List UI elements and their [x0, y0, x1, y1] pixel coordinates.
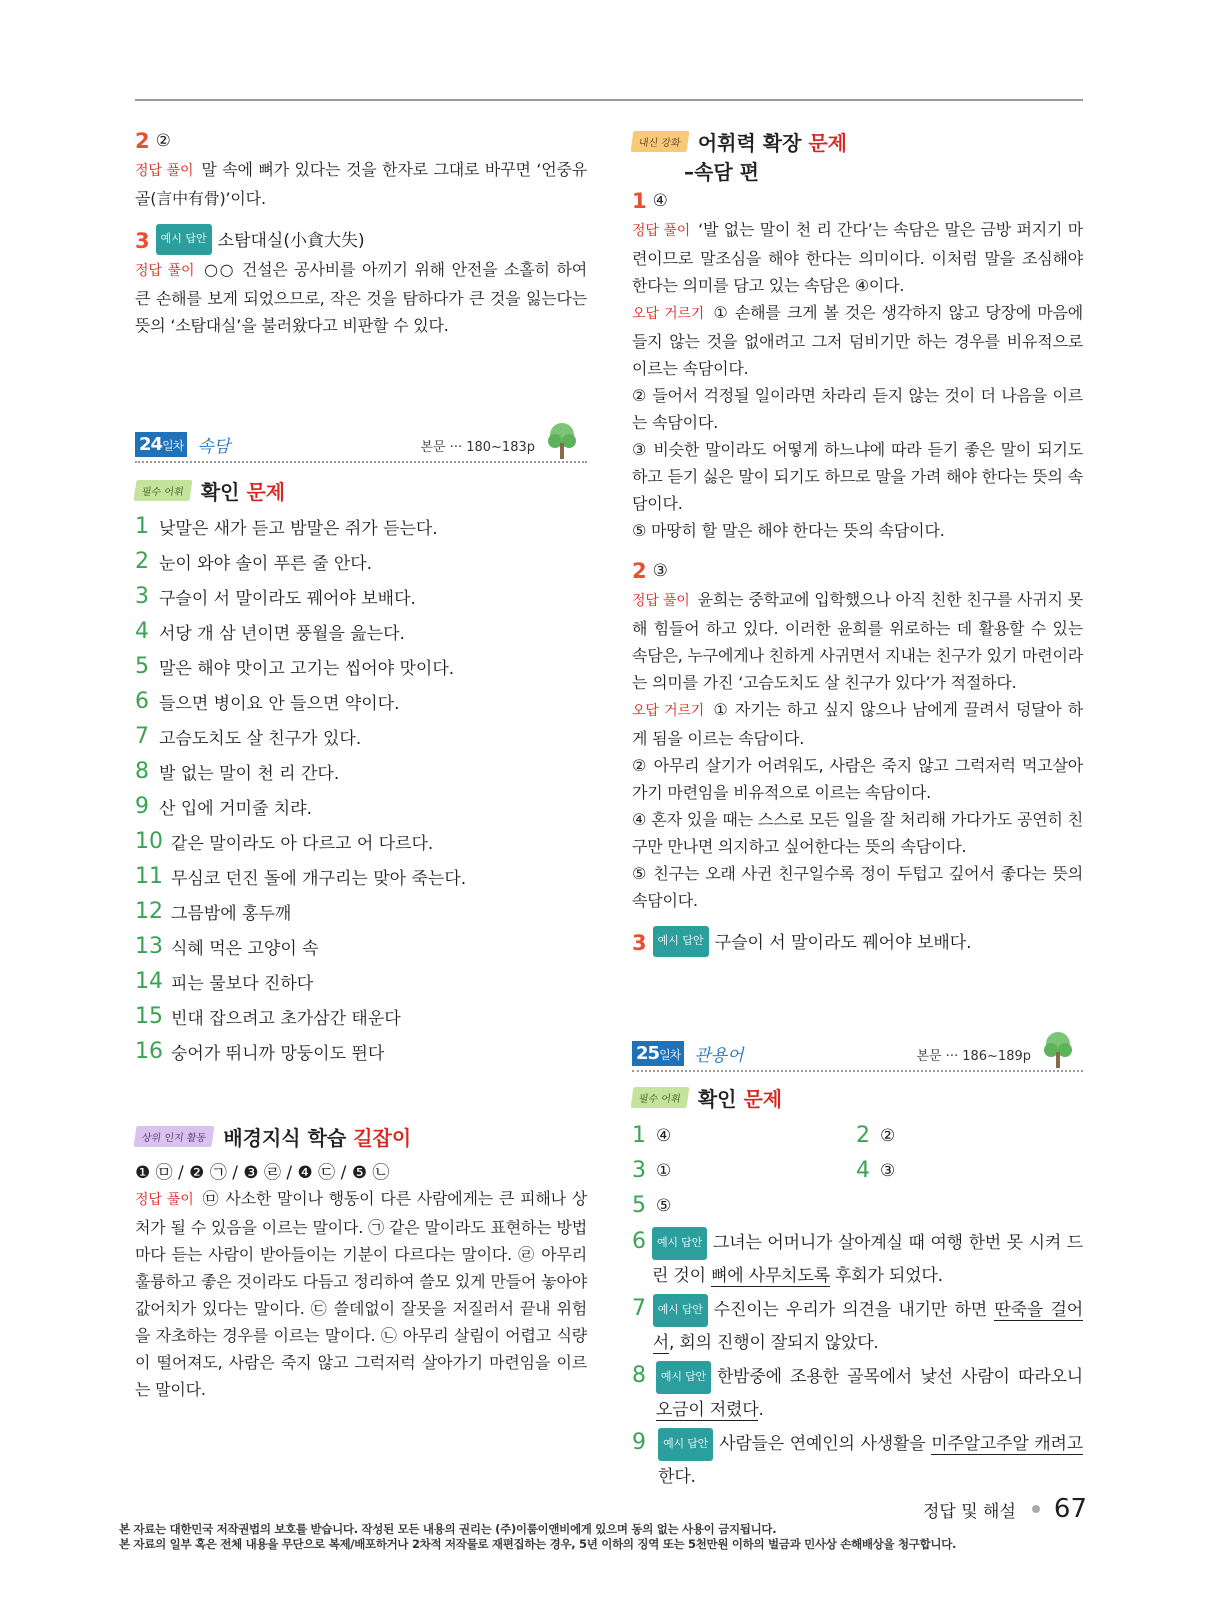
section-tag: 필수 어휘: [631, 1087, 690, 1108]
right-q2-wrong-5: ⑤ 친구는 오래 사귄 친구일수록 정이 두텁고 깊어서 좋다는 뜻의 속담이다.: [632, 864, 1083, 910]
day-25-header: [632, 1030, 1083, 1072]
list-item: [135, 719, 587, 754]
page-reference: 본문 ··· 180~183p: [420, 440, 535, 455]
item-text: 그믐밤에 홍두깨: [171, 904, 292, 924]
example-post: .: [758, 1400, 764, 1420]
item-number: 7: [632, 1296, 646, 1321]
list-item: [135, 789, 587, 824]
page-footer: [923, 1494, 1087, 1524]
question-number: 1: [632, 189, 647, 213]
item-text: 눈이 와야 솔이 푸른 줄 안다.: [159, 554, 373, 574]
list-item: [856, 1118, 1080, 1153]
right-q3-head: [632, 928, 1083, 958]
section-title-text: 어휘력 확장: [697, 130, 809, 155]
item-number: 14: [135, 969, 163, 994]
section-title: [223, 1122, 411, 1151]
confirm-section-head: [632, 1082, 1083, 1112]
item-answer: ⑤: [656, 1195, 672, 1216]
section-subtitle: –속담 편: [684, 160, 759, 184]
item-number: 1: [632, 1123, 646, 1148]
top-rule: [135, 99, 1083, 101]
example-underlined: 딴죽을 걸어서: [652, 1300, 1083, 1353]
section-title-highlight: 문제: [743, 1086, 783, 1111]
copyright-line-2: 본 자료의 일부 혹은 전체 내용을 무단으로 복제/배포하거나 2차적 저작물로 재편집하는 경우, 5년 이하의 징역 또는 5천만원 이하의 벌금과 민사상 손해배상을 청구합니다.: [119, 1537, 957, 1551]
explanation-text: 윤희는 중학교에 입학했으나 아직 친한 친구를 사귀지 못해 힘들어 하고 있다. 이러한 윤희를 위로하는 데 활용할 수 있는 속담은, 누구에게나 친하게 사귀면서 지내는 친구가 있기 마련이라는 의미를 가진 ‘고슴도치도 살 친구가 있다’가 적절하다.: [632, 590, 1084, 692]
day-number: 24: [139, 434, 163, 455]
example-text: [653, 1296, 1083, 1357]
explanation-text: ○○ 건설은 공사비를 아끼기 위해 안전을 소홀히 하여 큰 손해를 보게 되었으므로, 작은 것을 탐하다가 큰 것을 잃는다는 뜻의 ‘소탐대실’을 불러왔다고 비판할 수 있다.: [135, 260, 587, 335]
right-q1-wrong-5: ⑤ 마땅히 할 말은 해야 한다는 뜻의 속담이다.: [632, 521, 945, 540]
answer-label: 정답 풀이: [135, 263, 195, 279]
item-number: 2: [135, 549, 149, 574]
list-item: [135, 894, 587, 929]
example-underlined: 오금이 저렸다: [655, 1400, 759, 1420]
wrong-text: ① 자기는 하고 싶지 않으나 남에게 끌려서 덩달아 하게 됨을 이르는 속담이다.: [632, 700, 1083, 748]
example-answer-badge: 예시 답안: [653, 926, 709, 957]
example-pre: 한밤중에 조용한 골목에서 낯선 사람이 따라오니: [716, 1367, 1083, 1387]
page-number: 67: [1053, 1494, 1087, 1524]
left-q3-explanation: [135, 256, 587, 339]
example-text: [658, 1430, 1083, 1491]
section-title: [201, 476, 285, 505]
list-item: [135, 1034, 587, 1069]
example-item: [632, 1296, 1083, 1357]
section-title: [698, 1083, 782, 1112]
item-number: 8: [632, 1363, 646, 1388]
example-underlined: 미주알고주알 캐려고: [931, 1434, 1084, 1454]
right-q1-wrong-2: ② 들어서 걱정될 일이라면 차라리 듣지 않는 것이 더 나음을 이르는 속담이다.: [632, 386, 1083, 432]
item-text: 산 입에 거미줄 치랴.: [159, 799, 312, 819]
example-post: 후회가 되었다.: [829, 1266, 943, 1286]
example-answer-badge: 예시 답안: [652, 1227, 707, 1260]
question-number: 2: [632, 559, 647, 583]
item-number: 1: [135, 514, 149, 539]
question-number: 2: [135, 129, 150, 153]
answer: ③: [652, 561, 668, 581]
example-answer-badge: 예시 답안: [653, 1294, 708, 1327]
item-number: 12: [135, 899, 163, 924]
section-title-text: 확인: [200, 479, 247, 504]
item-number: 15: [135, 1004, 163, 1029]
tree-icon: [1041, 1030, 1075, 1070]
list-item: [135, 754, 587, 789]
list-item: [135, 509, 587, 544]
item-text: 발 없는 말이 천 리 간다.: [159, 764, 340, 784]
item-answer: ③: [880, 1160, 896, 1181]
example-answer-badge: 예시 답안: [658, 1428, 713, 1461]
item-number: 2: [856, 1123, 870, 1148]
left-q3-head: [135, 226, 587, 256]
section-title: [698, 127, 847, 156]
item-number: 3: [632, 1158, 646, 1183]
list-item: [135, 824, 587, 859]
item-number: 9: [135, 794, 149, 819]
answer-label: 정답 풀이: [135, 163, 194, 179]
item-text: 무심코 던진 돌에 개구리는 맞아 죽는다.: [171, 869, 467, 889]
list-item: [135, 544, 587, 579]
item-number: 6: [135, 689, 149, 714]
item-text: 구슬이 서 말이라도 꿰어야 보배다.: [159, 589, 416, 609]
example-text: [652, 1229, 1083, 1290]
right-q2-wrong-2: ② 아무리 살기가 어려워도, 사람은 죽지 않고 그럭저럭 먹고살아가기 마련임을 비유적으로 이르는 속담이다.: [632, 756, 1083, 802]
answer: ②: [155, 131, 171, 151]
right-column: [632, 126, 1083, 1491]
explanation-text: ㉤ 사소한 말이나 행동이 다른 사람에게는 큰 피해나 상처가 될 수 있음을 이르는 말이다. ㉠ 같은 말이라도 표현하는 방법마다 듣는 사람이 받아들이는 기분이 다르다는 말이다. ㉣ 아무리 훌륭하고 좋은 것이라도 다듬고 정리하여 쓸모 있게 만들어 놓아야 값어치가 있다는 말이다. ㉢ 쓸데없이 잘못을 저질러서 끝내 위험을 자초하는 경우를 이르는 말이다. ㉡ 아무리 살림이 어렵고 식량이 떨어져도, 사람은 죽지 않고 그럭저럭 살아가기 마련임을 이르는 말이다.: [135, 1189, 588, 1399]
example-item: [632, 1363, 1083, 1424]
list-item: [632, 1118, 856, 1153]
tree-icon: [545, 421, 579, 461]
day-suffix: 일차: [162, 439, 184, 453]
footer-dot: [1032, 1505, 1040, 1513]
section-tag: 내신 강화: [631, 131, 690, 152]
list-item: [135, 649, 587, 684]
example-pre: 사람들은 연예인의 사생활을: [719, 1434, 932, 1454]
item-answer: ②: [880, 1125, 896, 1146]
footer-section-label: 정답 및 해설: [922, 1501, 1016, 1522]
background-section-head: [135, 1121, 587, 1151]
background-answers: ❶ ㉤ / ❷ ㉠ / ❸ ㉣ / ❹ ㉢ / ❺ ㉡: [135, 1162, 390, 1183]
item-text: 서당 개 삼 년이면 풍월을 읊는다.: [159, 624, 405, 644]
answer-grid: [632, 1118, 1083, 1223]
example-list: [632, 1229, 1083, 1491]
section-title-text: 확인: [697, 1086, 744, 1111]
item-number: 7: [135, 724, 149, 749]
right-q2-wrong-4: ④ 혼자 있을 때는 스스로 모든 일을 잘 처리해 가다가도 공연히 친구만 만나면 의지하고 싶어한다는 뜻의 속담이다.: [632, 810, 1083, 856]
item-number: 9: [632, 1430, 646, 1455]
item-number: 8: [135, 759, 149, 784]
left-column: [135, 126, 587, 1403]
example-answer-badge: 예시 답안: [156, 224, 212, 255]
item-number: 5: [135, 654, 149, 679]
list-item: [856, 1153, 1080, 1188]
day-number-box: [135, 432, 187, 457]
day-number: 25: [636, 1043, 660, 1064]
section-tag: 필수 어휘: [134, 480, 193, 501]
right-q2-head: [632, 556, 1083, 586]
right-q2-explanation: [632, 586, 1083, 696]
answer: ④: [652, 191, 668, 211]
answer: 소탐대실(小貪大失): [217, 231, 365, 251]
section-title-highlight: 문제: [246, 479, 286, 504]
item-number: 4: [135, 619, 149, 644]
confirm-section-head: [135, 475, 587, 505]
item-number: 16: [135, 1039, 163, 1064]
item-text: 말은 해야 맛이고 고기는 씹어야 맛이다.: [159, 659, 455, 679]
example-item: [632, 1430, 1083, 1491]
example-item: [632, 1229, 1083, 1290]
item-text: 피는 물보다 진하다: [171, 974, 314, 994]
list-item: [135, 859, 587, 894]
copyright-line-1: 본 자료는 대한민국 저작권법의 보호를 받습니다. 작성된 모든 내용의 권리는 (주)이룸이앤비에게 있으며 동의 없는 사용이 금지됩니다.: [119, 1522, 777, 1536]
item-number: 3: [135, 584, 149, 609]
item-answer: ④: [656, 1125, 672, 1146]
item-number: 5: [632, 1193, 646, 1218]
example-answer-badge: 예시 답안: [656, 1361, 711, 1394]
section-tag: 상위 인지 활동: [134, 1126, 215, 1147]
answer-label: 정답 풀이: [632, 223, 691, 239]
right-q1-wrong-3: ③ 비슷한 말이라도 어떻게 하느냐에 따라 듣기 좋은 말이 되기도 하고 듣기 싫은 말이 되기도 하므로 말을 가려 해야 한다는 뜻의 속담이다.: [632, 440, 1083, 513]
day-24-header: [135, 421, 587, 463]
question-number: 3: [632, 931, 647, 955]
list-item: [135, 684, 587, 719]
page-reference: 본문 ··· 186~189p: [916, 1049, 1031, 1064]
section-title-highlight: 길잡이: [353, 1125, 412, 1150]
answer-label: 정답 풀이: [135, 1192, 194, 1208]
list-item: [135, 964, 587, 999]
example-post: 한다.: [658, 1467, 696, 1487]
item-answer: ①: [656, 1160, 672, 1181]
list-item: [135, 929, 587, 964]
example-pre: 그녀는 어머니가 살아계실 때 여행 한번 못 시켜 드린 것이: [652, 1233, 1083, 1286]
list-item: [135, 579, 587, 614]
day-topic: 속담: [197, 437, 231, 457]
day-suffix: 일차: [659, 1048, 681, 1062]
answer-label: 정답 풀이: [632, 593, 690, 609]
example-pre: 수진이는 우리가 의견을 내기만 하면: [713, 1300, 995, 1320]
right-q1-head: [632, 186, 1083, 216]
example-post: , 회의 진행이 잘되지 않았다.: [668, 1333, 879, 1353]
section-title-text: 배경지식 학습: [223, 1125, 354, 1150]
item-number: 10: [135, 829, 163, 854]
item-number: 11: [135, 864, 163, 889]
list-item: [135, 614, 587, 649]
day-topic: 관용어: [694, 1046, 744, 1066]
item-number: 13: [135, 934, 163, 959]
item-text: 고슴도치도 살 친구가 있다.: [159, 729, 362, 749]
background-explanation: [135, 1185, 587, 1403]
item-text: 들으면 병이요 안 들으면 약이다.: [159, 694, 400, 714]
list-item: [135, 999, 587, 1034]
item-text: 같은 말이라도 아 다르고 어 다르다.: [171, 834, 434, 854]
left-q2-explanation: [135, 156, 587, 212]
wrong-text: ① 손해를 크게 볼 것은 생각하지 않고 당장에 마음에 들지 않는 것을 없애려고 그저 덤비기만 하는 경우를 비유적으로 이르는 속담이다.: [632, 303, 1083, 378]
left-q2-head: [135, 126, 587, 156]
section-title-highlight: 문제: [808, 130, 847, 155]
item-number: 4: [856, 1158, 870, 1183]
question-number: 3: [135, 229, 150, 253]
wrong-label: 오답 거르기: [632, 306, 705, 322]
example-text: [656, 1363, 1083, 1424]
right-q1-wrong-1: [632, 299, 1083, 382]
explanation-text: 말 속에 뼈가 있다는 것을 한자로 그대로 바꾸면 ‘언중유골(言中有骨)’이다.: [135, 160, 588, 208]
item-text: 빈대 잡으려고 초가삼간 태운다: [171, 1009, 401, 1029]
copyright-notice: [119, 1522, 956, 1552]
proverb-list: [135, 509, 587, 1069]
explanation-text: ‘발 없는 말이 천 리 간다’는 속담은 말은 금방 퍼지기 마련이므로 말조심을 해야 한다는 의미이다. 이처럼 말을 조심해야 한다는 의미를 담고 있는 속담은 ④이다.: [632, 220, 1084, 295]
item-text: 낮말은 새가 듣고 밤말은 쥐가 듣는다.: [159, 519, 438, 539]
answer: 구슬이 서 말이라도 꿰어야 보배다.: [714, 933, 972, 953]
wrong-label: 오답 거르기: [632, 703, 705, 719]
item-text: 숭어가 뛰니까 망둥이도 뛴다: [171, 1044, 385, 1064]
item-number: 6: [632, 1229, 646, 1254]
right-q2-wrong-1: [632, 696, 1083, 752]
right-q1-explanation: [632, 216, 1083, 299]
list-item: [632, 1188, 856, 1223]
item-text: 식혜 먹은 고양이 속: [171, 939, 319, 959]
day-number-box: [632, 1041, 684, 1066]
vocab-section-head: [632, 126, 1083, 156]
example-underlined: 뼈에 사무치도록: [711, 1266, 830, 1286]
list-item: [632, 1153, 856, 1188]
